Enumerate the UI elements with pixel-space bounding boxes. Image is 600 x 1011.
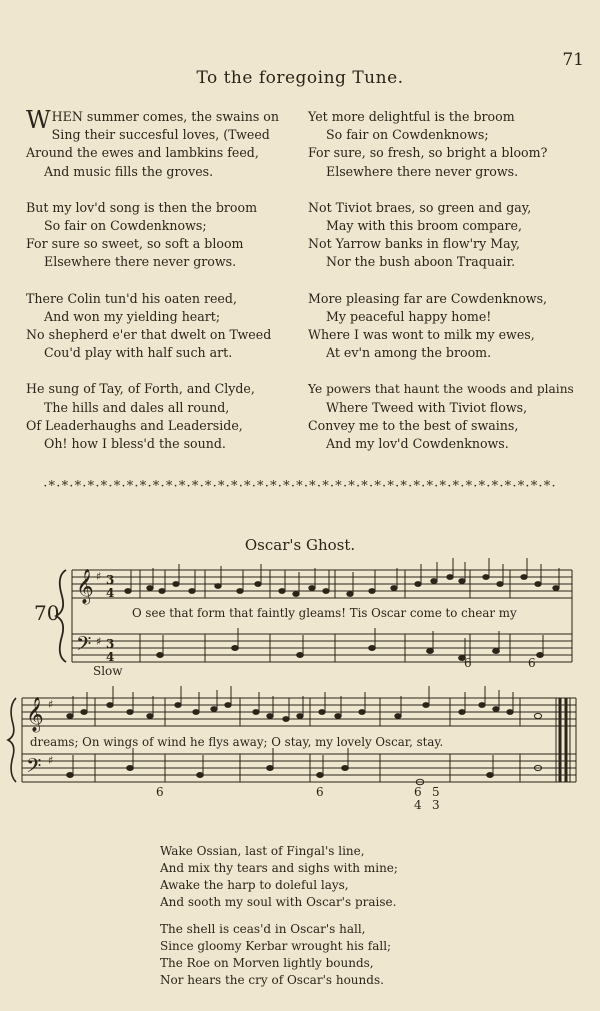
verse-line: For sure, so fresh, so bright a bloom? <box>308 145 548 161</box>
verse-line: Where I was wont to milk my ewes, <box>308 327 535 343</box>
page-number: 71 <box>562 50 584 70</box>
song-heading: To the foregoing Tune. <box>196 68 404 88</box>
lyric-line: dreams; On wings of wind he flys away; O stay, my lovely Oscar, stay. <box>30 735 444 749</box>
verse-line: WHEN summer comes, the swains on <box>26 106 279 134</box>
verse-line: Around the ewes and lambkins feed, <box>26 145 259 161</box>
verse-line: May with this broom compare, <box>326 218 522 234</box>
treble-staff-2 <box>22 698 576 726</box>
song-title: Oscar's Ghost. <box>244 536 356 554</box>
verse-line: Sing their succesful loves, (Tweed <box>51 127 270 143</box>
time-signature-icon: 4 <box>106 586 115 600</box>
verse-line: Not Tiviot braes, so green and gay, <box>308 199 532 215</box>
drop-cap: W <box>26 106 51 134</box>
sharp-icon: ♯ <box>48 754 54 767</box>
verse-line: Oh! how I bless'd the sound. <box>44 436 226 452</box>
stanza <box>26 290 301 363</box>
verse-line: Elsewhere there never grows. <box>44 254 237 270</box>
sheet-music <box>0 556 600 846</box>
figured-bass: 6 <box>316 785 324 799</box>
verse-line: More pleasing far are Cowdenknows, <box>308 290 548 306</box>
tempo-marking: Slow <box>93 664 123 678</box>
verse-line: He sung of Tay, of Forth, and Clyde, <box>26 381 255 397</box>
verse-line: My peaceful happy home! <box>326 308 492 324</box>
verse-line: Yet more delightful is the broom <box>308 109 515 124</box>
verse-line: Elsewhere there never grows. <box>326 163 519 179</box>
verse-line: And mix thy tears and sighs with mine; <box>160 861 398 875</box>
treble-clef-icon: 𝄞 <box>76 569 94 604</box>
figured-bass: 6 <box>464 656 472 670</box>
figured-bass: 5 <box>432 785 440 799</box>
verse-line: Convey me to the best of swains, <box>308 417 519 433</box>
figured-bass: 6 <box>528 656 536 670</box>
sharp-icon: ♯ <box>48 698 54 711</box>
verse-line: And music fills the groves. <box>44 163 214 179</box>
stanza <box>308 380 593 453</box>
stanza <box>26 108 301 181</box>
verse-line: And my lov'd Cowdenknows. <box>326 436 509 452</box>
verse-line: Nor hears the cry of Oscar's hounds. <box>160 973 384 987</box>
right-column <box>308 108 593 471</box>
figured-bass: 3 <box>432 798 440 812</box>
bass-clef-icon: 𝄢 <box>76 632 92 660</box>
ornamental-divider: ·*·*·*·*·*·*·*·*·*·*·*·*·*·*·*·*·*·*·*·*·*·*·*·*·*·*·*·*·*·*·*·*·*·*·*·*·*·*·*· <box>43 479 557 494</box>
brace <box>8 698 16 782</box>
stanza <box>160 921 580 989</box>
verse-line: No shepherd e'er that dwelt on Tweed <box>26 327 272 343</box>
stanza <box>26 380 301 453</box>
verse-line: Cou'd play with half such art. <box>44 345 233 361</box>
bass-staff-1 <box>72 634 572 662</box>
stanza <box>308 199 593 272</box>
left-column <box>26 108 301 471</box>
verse-line: At ev'n among the broom. <box>326 345 492 361</box>
time-signature-icon: 3 <box>106 573 115 587</box>
figured-bass: 6 <box>414 785 422 799</box>
verse-line: Wake Ossian, last of Fingal's line, <box>160 844 365 858</box>
verse-line: The Roe on Morven lightly bounds, <box>160 956 374 970</box>
verse-line: So fair on Cowdenknows; <box>44 218 207 234</box>
verse-line: And sooth my soul with Oscar's praise. <box>160 895 397 909</box>
verse-line: There Colin tun'd his oaten reed, <box>26 290 237 306</box>
verse-line: The hills and dales all round, <box>44 399 230 415</box>
verse-line: For sure so sweet, so soft a bloom <box>26 236 244 252</box>
verse-line: Ye powers that haunt the woods and plains <box>308 382 574 397</box>
song-number: 70 <box>34 601 60 625</box>
verse-line: Not Yarrow banks in flow'ry May, <box>308 236 521 252</box>
stanza <box>26 199 301 272</box>
verse-line: Awake the harp to doleful lays, <box>160 878 349 892</box>
lyric-line: O see that form that faintly gleams! Tis Oscar come to chear my <box>132 606 517 620</box>
stanza <box>160 843 580 911</box>
time-signature-icon: 3 <box>106 637 115 651</box>
verse-line: But my lov'd song is then the broom <box>26 199 258 215</box>
figured-bass: 4 <box>414 798 422 812</box>
verse-line: Of Leaderhaughs and Leaderside, <box>26 417 243 433</box>
treble-clef-icon: 𝄞 <box>26 697 44 732</box>
sharp-icon: ♯ <box>96 635 102 648</box>
notes-treble-2 <box>67 686 542 721</box>
sharp-icon: ♯ <box>96 570 102 583</box>
time-signature-icon: 4 <box>106 650 115 664</box>
verses <box>160 843 580 999</box>
stanza <box>308 108 593 181</box>
verse-line: And won my yielding heart; <box>44 308 221 324</box>
verse-line: Nor the bush aboon Traquair. <box>326 254 516 270</box>
bass-clef-icon: 𝄢 <box>26 754 42 782</box>
notes-bass-1 <box>157 628 544 661</box>
stanza <box>308 290 593 363</box>
verse-line: Where Tweed with Tiviot flows, <box>326 399 528 415</box>
verse-line: Since gloomy Kerbar wrought his fall; <box>160 939 392 953</box>
verse-line: The shell is ceas'd in Oscar's hall, <box>160 922 366 936</box>
verse-line: So fair on Cowdenknows; <box>326 127 489 143</box>
figured-bass: 6 <box>156 785 164 799</box>
